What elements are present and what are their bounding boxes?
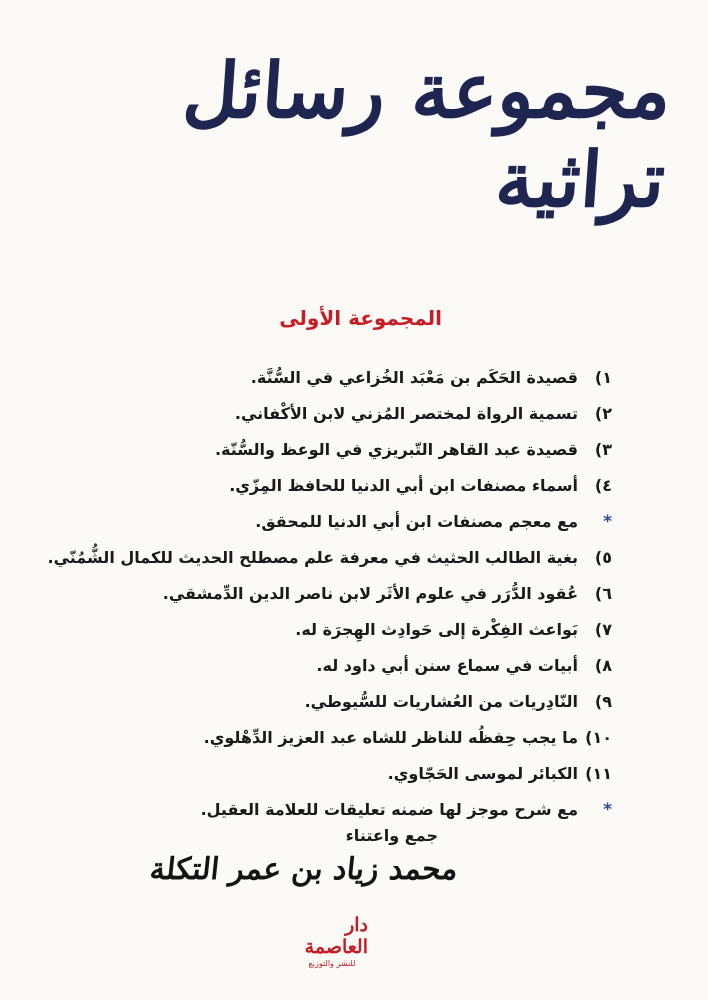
item-text: تسمية الرواة لمختصر المُزني لابن الأكْفاني. [234,404,578,423]
book-title: مجموعة رسائل تراثية [180,46,675,224]
list-item [47,540,612,576]
contents-list [47,360,612,828]
list-item-note [52,792,612,828]
author-name: محمد زياد بن عمر التكلة [148,852,460,887]
list-item-note [52,504,612,540]
list-item [52,612,612,648]
star-icon: * [603,800,612,820]
publisher-tagline: للنشر والتوزيع [308,959,356,968]
item-number: ٩) [594,692,612,711]
item-number: ١١) [585,764,612,783]
item-text: ما يجب حِفظُه للناظر للشاه عبد العزيز الدِّهْلوي. [203,728,578,747]
item-text: بَواعث الفِكْرة إلى حَوادِث الهِجرَة له. [295,620,578,639]
item-text: أبيات في سماع سنن أبي داود له. [316,656,578,675]
list-item [52,432,612,468]
publisher-name: دار العاصمة [304,914,368,958]
item-number: ١) [594,368,612,387]
item-text: قصيدة عبد القاهر التّبريزي في الوعظ والسُّنّة. [214,440,578,459]
item-number: ٣) [594,440,612,459]
star-icon: * [603,512,612,532]
item-text: الكبائر لموسى الحَجّاوي. [387,764,578,783]
credit-label: جمع واعتناء [345,826,438,845]
item-text: عُقود الدُّرَر في علوم الأثَر لابن ناصر الدين الدِّمشقي. [162,584,578,603]
list-item [52,576,612,612]
item-number: ٢) [594,404,612,423]
item-text: مع شرح موجز لها ضمنه تعليقات للعلامة العقيل. [200,800,578,819]
item-text: قصيدة الحَكَم بن مَعْبَد الخُزاعي في السُّنَّة. [250,368,578,387]
item-number: ٨) [594,656,612,675]
item-number: ١٠) [585,728,612,747]
item-number: ٦) [594,584,612,603]
item-text: النّادِريات من العُشاريات للسُّيوطي. [304,692,578,711]
item-number: ٧) [594,620,612,639]
list-item [52,684,612,720]
publisher-logo [296,914,368,968]
collection-subtitle: المجموعة الأولى [279,306,442,330]
item-number: ٥) [594,548,612,567]
item-text: أسماء مصنفات ابن أبي الدنيا للحافظ المِزّي. [229,476,578,495]
list-item [52,756,612,792]
item-number: ٤) [594,476,612,495]
item-text: بغية الطالب الحثيث في معرفة علم مصطلح الحديث للكمال الشُّمُنّي. [47,548,578,567]
list-item [52,360,612,396]
item-text: مع معجم مصنفات ابن أبي الدنيا للمحقق. [255,512,578,531]
list-item [52,396,612,432]
list-item [52,720,612,756]
list-item [52,648,612,684]
list-item [52,468,612,504]
